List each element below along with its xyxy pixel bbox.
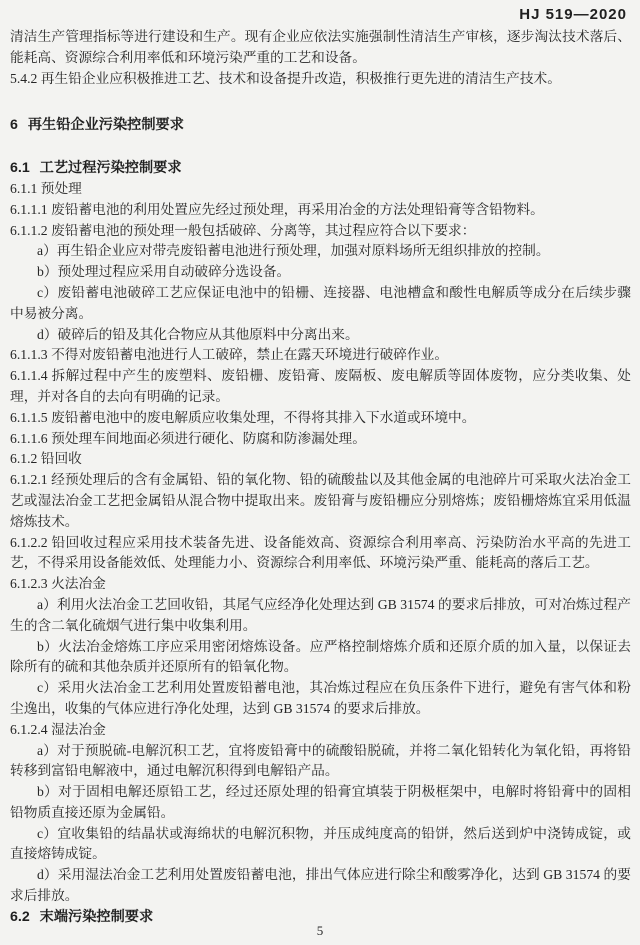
- paragraph: 6.1.2 铅回收: [10, 451, 82, 467]
- list-item: a）再生铅企业应对带壳废铅蓄电池进行预处理，加强对原料场所无组织排放的控制。: [37, 243, 550, 259]
- paragraph: 清洁生产管理指标等进行建设和生产。现有企业应依法实施强制性清洁生产审核，逐步淘汰技术落后、能耗高、资源综合利用率低和环境污染严重的工艺和设备。: [10, 29, 631, 65]
- paragraph: 6.1.1.4 拆解过程中产生的废塑料、废铅栅、废铅膏、废隔板、废电解质等固体废物，应分类收集、处理，并对各自的去向有明确的记录。: [10, 368, 631, 404]
- paragraph: 6.1.1.2 废铅蓄电池的预处理一般包括破碎、分离等，其过程应符合以下要求：: [10, 222, 476, 238]
- section-heading: 6.2 末端污染控制要求: [10, 908, 154, 925]
- running-header: HJ 519—2020: [519, 6, 627, 23]
- list-item: d）破碎后的铅及其化合物应从其他原料中分离出来。: [37, 326, 359, 342]
- section-heading: 6.1 工艺过程污染控制要求: [10, 160, 182, 177]
- paragraph: 6.1.1.6 预处理车间地面必须进行硬化、防腐和防渗漏处理。: [10, 430, 366, 446]
- paragraph: 6.1.1.3 不得对废铅蓄电池进行人工破碎，禁止在露天环境进行破碎作业。: [10, 347, 449, 363]
- list-item: a）利用火法冶金工艺回收铅，其尾气应经净化处理达到 GB 31574 的要求后排放，可对冶炼过程产生的含二氧化硫烟气进行集中收集利用。: [10, 596, 631, 633]
- list-item: d）采用湿法冶金工艺利用处置废铅蓄电池，排出气体应进行除尘和酸雾净化，达到 GB 31574 的要求后排放。: [10, 867, 631, 904]
- paragraph: 6.1.1.1 废铅蓄电池的利用处置应先经过预处理，再采用冶金的方法处理铅膏等含铅物料。: [10, 201, 544, 217]
- paragraph: 5.4.2 再生铅企业应积极推进工艺、技术和设备提升改造，积极推行更先进的清洁生产技术。: [10, 70, 561, 86]
- list-item: b）火法冶金熔炼工序应采用密闭熔炼设备。应严格控制熔炼介质和还原介质的加入量，以保证去除所有的硫和其他杂质并还原所有的铅氧化物。: [10, 638, 631, 675]
- list-item: b）对于固相电解还原铅工艺，经过还原处理的铅膏宜填装于阴极框架中，电解时将铅膏中的固相铅物质直接还原为金属铅。: [10, 784, 631, 820]
- paragraph: 6.1.2.2 铅回收过程应采用技术装备先进、设备能效高、资源综合利用率高、污染防治水平高的先进工艺，不得采用设备能效低、处理能力小、资源综合利用率低、环境污染严重、能耗高的落后工艺。: [10, 534, 631, 571]
- list-item: c）采用火法冶金工艺利用处置废铅蓄电池，其冶炼过程应在负压条件下进行，避免有害气体和粉尘逸出，收集的气体应进行净化处理，达到 GB 31574 的要求后排放。: [10, 680, 631, 716]
- list-item: b）预处理过程应采用自动破碎分选设备。: [37, 264, 291, 280]
- paragraph: 6.1.1 预处理: [10, 180, 82, 196]
- page-number: 5: [316, 923, 324, 938]
- paragraph: 6.1.1.5 废铅蓄电池中的废电解质应收集处理，不得将其排入下水道或环境中。: [10, 409, 476, 425]
- content-blocks: [10, 27, 631, 928]
- paragraph: 6.1.2.1 经预处理后的含有金属铅、铅的氧化物、铅的硫酸盐以及其他金属的电池碎片可采取火法冶金工艺或湿法冶金工艺把金属铅从混合物中提取出来。废铅膏与废铅栅应分别熔炼；废铅栅熔炼宜采用低温熔炼技术。: [10, 472, 631, 529]
- chapter-heading: 6 再生铅企业污染控制要求: [10, 117, 184, 134]
- list-item: c）废铅蓄电池破碎工艺应保证电池中的铅栅、连接器、电池槽盒和酸性电解质等成分在后续步骤中易被分离。: [10, 284, 631, 321]
- paragraph: 6.1.2.3 火法冶金: [10, 576, 106, 592]
- list-item: a）对于预脱硫-电解沉积工艺，宜将废铅膏中的硫酸铅脱硫，并将二氧化铅转化为氧化铅，再将铅转移到富铅电解液中，通过电解沉积得到电解铅产品。: [10, 742, 631, 779]
- paragraph: 6.1.2.4 湿法冶金: [10, 721, 106, 737]
- list-item: c）宜收集铅的结晶状或海绵状的电解沉积物，并压成纯度高的铅饼，然后送到炉中浇铸成锭，或直接熔铸成锭。: [10, 825, 631, 862]
